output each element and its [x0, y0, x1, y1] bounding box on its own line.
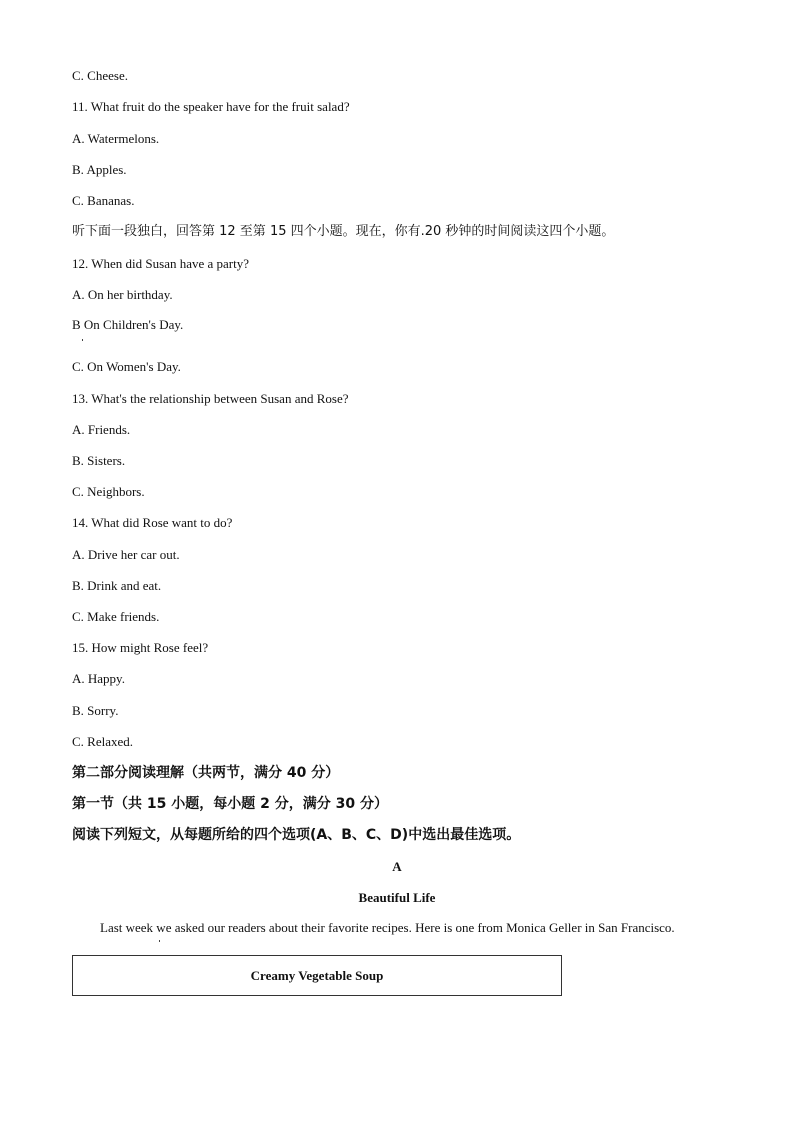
option-15-a: A. Happy.: [72, 671, 125, 686]
option-15-b: B. Sorry.: [72, 703, 119, 718]
stray-mark: [82, 339, 83, 341]
option-12-a: A. On her birthday.: [72, 287, 173, 302]
question-13: 13. What's the relationship between Susan and Rose?: [72, 391, 349, 406]
question-14: 14. What did Rose want to do?: [72, 515, 233, 530]
listening-instruction: 听下面一段独白，回答第 12 至第 15 四个小题。现在，你有.20 秒钟的时间阅读这四个小题。: [72, 224, 615, 239]
option-14-b: B. Drink and eat.: [72, 578, 162, 593]
question-11: 11. What fruit do the speaker have for the fruit salad?: [72, 99, 350, 114]
section-heading-part2: 第二部分阅读理解（共两节，满分 40 分）: [72, 765, 340, 781]
option-13-c: C. Neighbors.: [72, 484, 145, 499]
recipe-title-box: [72, 955, 562, 996]
question-12: 12. When did Susan have a party?: [72, 256, 250, 271]
option-14-a: A. Drive her car out.: [72, 547, 180, 562]
passage-intro: Last week we asked our readers about their favorite recipes. Here is one from Monica Geller in San Francisco.: [100, 920, 675, 935]
passage-letter: A: [392, 859, 402, 874]
passage-title: Beautiful Life: [358, 890, 436, 905]
option-11-a: A. Watermelons.: [72, 131, 160, 146]
option-12-b: B On Children's Day.: [72, 317, 184, 332]
option-13-b: B. Sisters.: [72, 453, 126, 468]
option-15-c: C. Relaxed.: [72, 734, 134, 749]
question-15: 15. How might Rose feel?: [72, 640, 209, 655]
recipe-title: Creamy Vegetable Soup: [250, 967, 384, 983]
line-c-cheese: C. Cheese.: [72, 68, 128, 83]
option-11-b: B. Apples.: [72, 162, 127, 177]
option-14-c: C. Make friends.: [72, 609, 160, 624]
option-12-c: C. On Women's Day.: [72, 359, 181, 374]
stray-mark: [159, 940, 160, 942]
reading-instruction: 阅读下列短文，从每题所给的四个选项(A、B、C、D)中选出最佳选项。: [72, 827, 521, 843]
option-11-c: C. Bananas.: [72, 193, 135, 208]
section-heading-part2-sub1: 第一节（共 15 小题，每小题 2 分，满分 30 分）: [72, 796, 388, 812]
option-13-a: A. Friends.: [72, 422, 131, 437]
